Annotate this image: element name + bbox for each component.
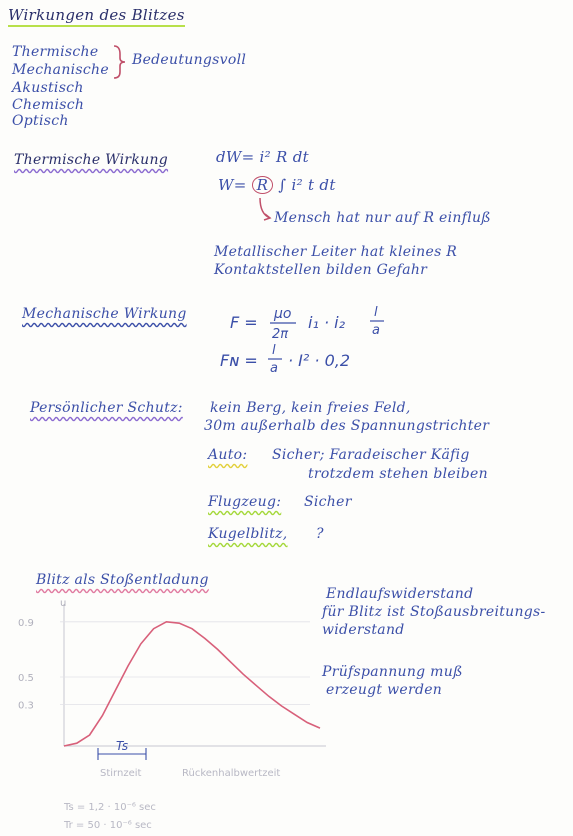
thermal-arrow-note: Mensch hat nur auf R einfluß <box>274 210 491 226</box>
thermal-formula-2 <box>218 176 336 194</box>
tr-value-note: Tr = 50 · 10⁻⁶ sec <box>64 820 152 831</box>
impulse-curve <box>64 622 320 746</box>
thermal-note-2: Kontaktstellen bilden Gefahr <box>214 262 428 278</box>
impulse-note-4: Prüfspannung muß <box>322 664 463 680</box>
svg-text:F =: F = <box>230 313 258 332</box>
flugzeug-label: Flugzeug: <box>208 494 282 510</box>
auto-text-1: Sicher; Faradeischer Käfig <box>272 447 470 463</box>
ts-value-note: Ts = 1,2 · 10⁻⁶ sec <box>64 802 156 813</box>
formula-w: W= <box>218 176 247 194</box>
svg-text:μo: μo <box>274 306 292 322</box>
y-tick-label-1: 0.5 <box>18 673 34 684</box>
x-label-stirnzeit: Stirnzeit <box>100 768 142 779</box>
y-tick-label-2: 0.9 <box>18 617 34 629</box>
flugzeug-text: Sicher <box>304 494 352 510</box>
x-label-ruecken: Rückenhalbwertzeit <box>182 768 281 779</box>
protection-line-2: 30m außerhalb des Spannungstrichter <box>204 418 490 434</box>
page-title: Wirkungen des Blitzes <box>8 6 185 27</box>
impulse-note-1: Endlaufswiderstand <box>326 586 474 602</box>
auto-label: Auto: <box>208 447 248 463</box>
kugelblitz-text: ? <box>316 526 324 542</box>
y-axis-label: u <box>60 598 67 609</box>
bracket-note: Bedeutungsvoll <box>132 52 247 68</box>
svg-text:l: l <box>374 305 378 320</box>
thermal-heading: Thermische Wirkung <box>14 152 169 168</box>
kugelblitz-label: Kugelblitz, <box>208 526 288 542</box>
ts-label: Ts <box>116 739 129 753</box>
formula-integral: ∫ i² t dt <box>278 176 336 194</box>
svg-text:2π: 2π <box>272 327 289 342</box>
brace-icon <box>112 44 126 80</box>
svg-text:a: a <box>372 323 380 338</box>
mechanical-formula-1 <box>224 298 424 342</box>
arrow-icon <box>254 196 276 224</box>
mechanical-heading: Mechanische Wirkung <box>22 306 187 322</box>
svg-text:a: a <box>270 361 278 376</box>
protection-line-1: kein Berg, kein freies Feld, <box>210 400 411 416</box>
protection-heading: Persönlicher Schutz: <box>30 400 183 416</box>
impulse-chart <box>0 596 330 836</box>
svg-text:l: l <box>272 343 276 358</box>
thermal-formula-1: dW= i² R dt <box>216 148 309 166</box>
y-tick-label-0: 0.3 <box>18 700 34 712</box>
auto-text-2: trotzdem stehen bleiben <box>308 466 488 482</box>
svg-text:· I² · 0,2: · I² · 0,2 <box>288 351 351 370</box>
effect-item-4: Chemisch <box>12 97 85 113</box>
impulse-heading: Blitz als Stoßentladung <box>36 572 209 588</box>
svg-text:Fɴ =: Fɴ = <box>220 351 258 370</box>
effect-item-3: Akustisch <box>12 80 84 96</box>
impulse-note-3: widerstand <box>322 622 405 638</box>
effect-item-2: Mechanische <box>12 62 109 78</box>
thermal-note-1: Metallischer Leiter hat kleines R <box>214 244 458 260</box>
formula-r-circled: R <box>252 176 274 194</box>
effect-item-1: Thermische <box>12 44 99 60</box>
impulse-note-5: erzeugt werden <box>326 682 443 698</box>
mechanical-formula-2 <box>218 340 388 376</box>
impulse-note-2: für Blitz ist Stoßausbreitungs- <box>322 604 546 620</box>
effect-item-5: Optisch <box>12 113 69 129</box>
svg-text:i₁ · i₂: i₁ · i₂ <box>308 313 345 332</box>
